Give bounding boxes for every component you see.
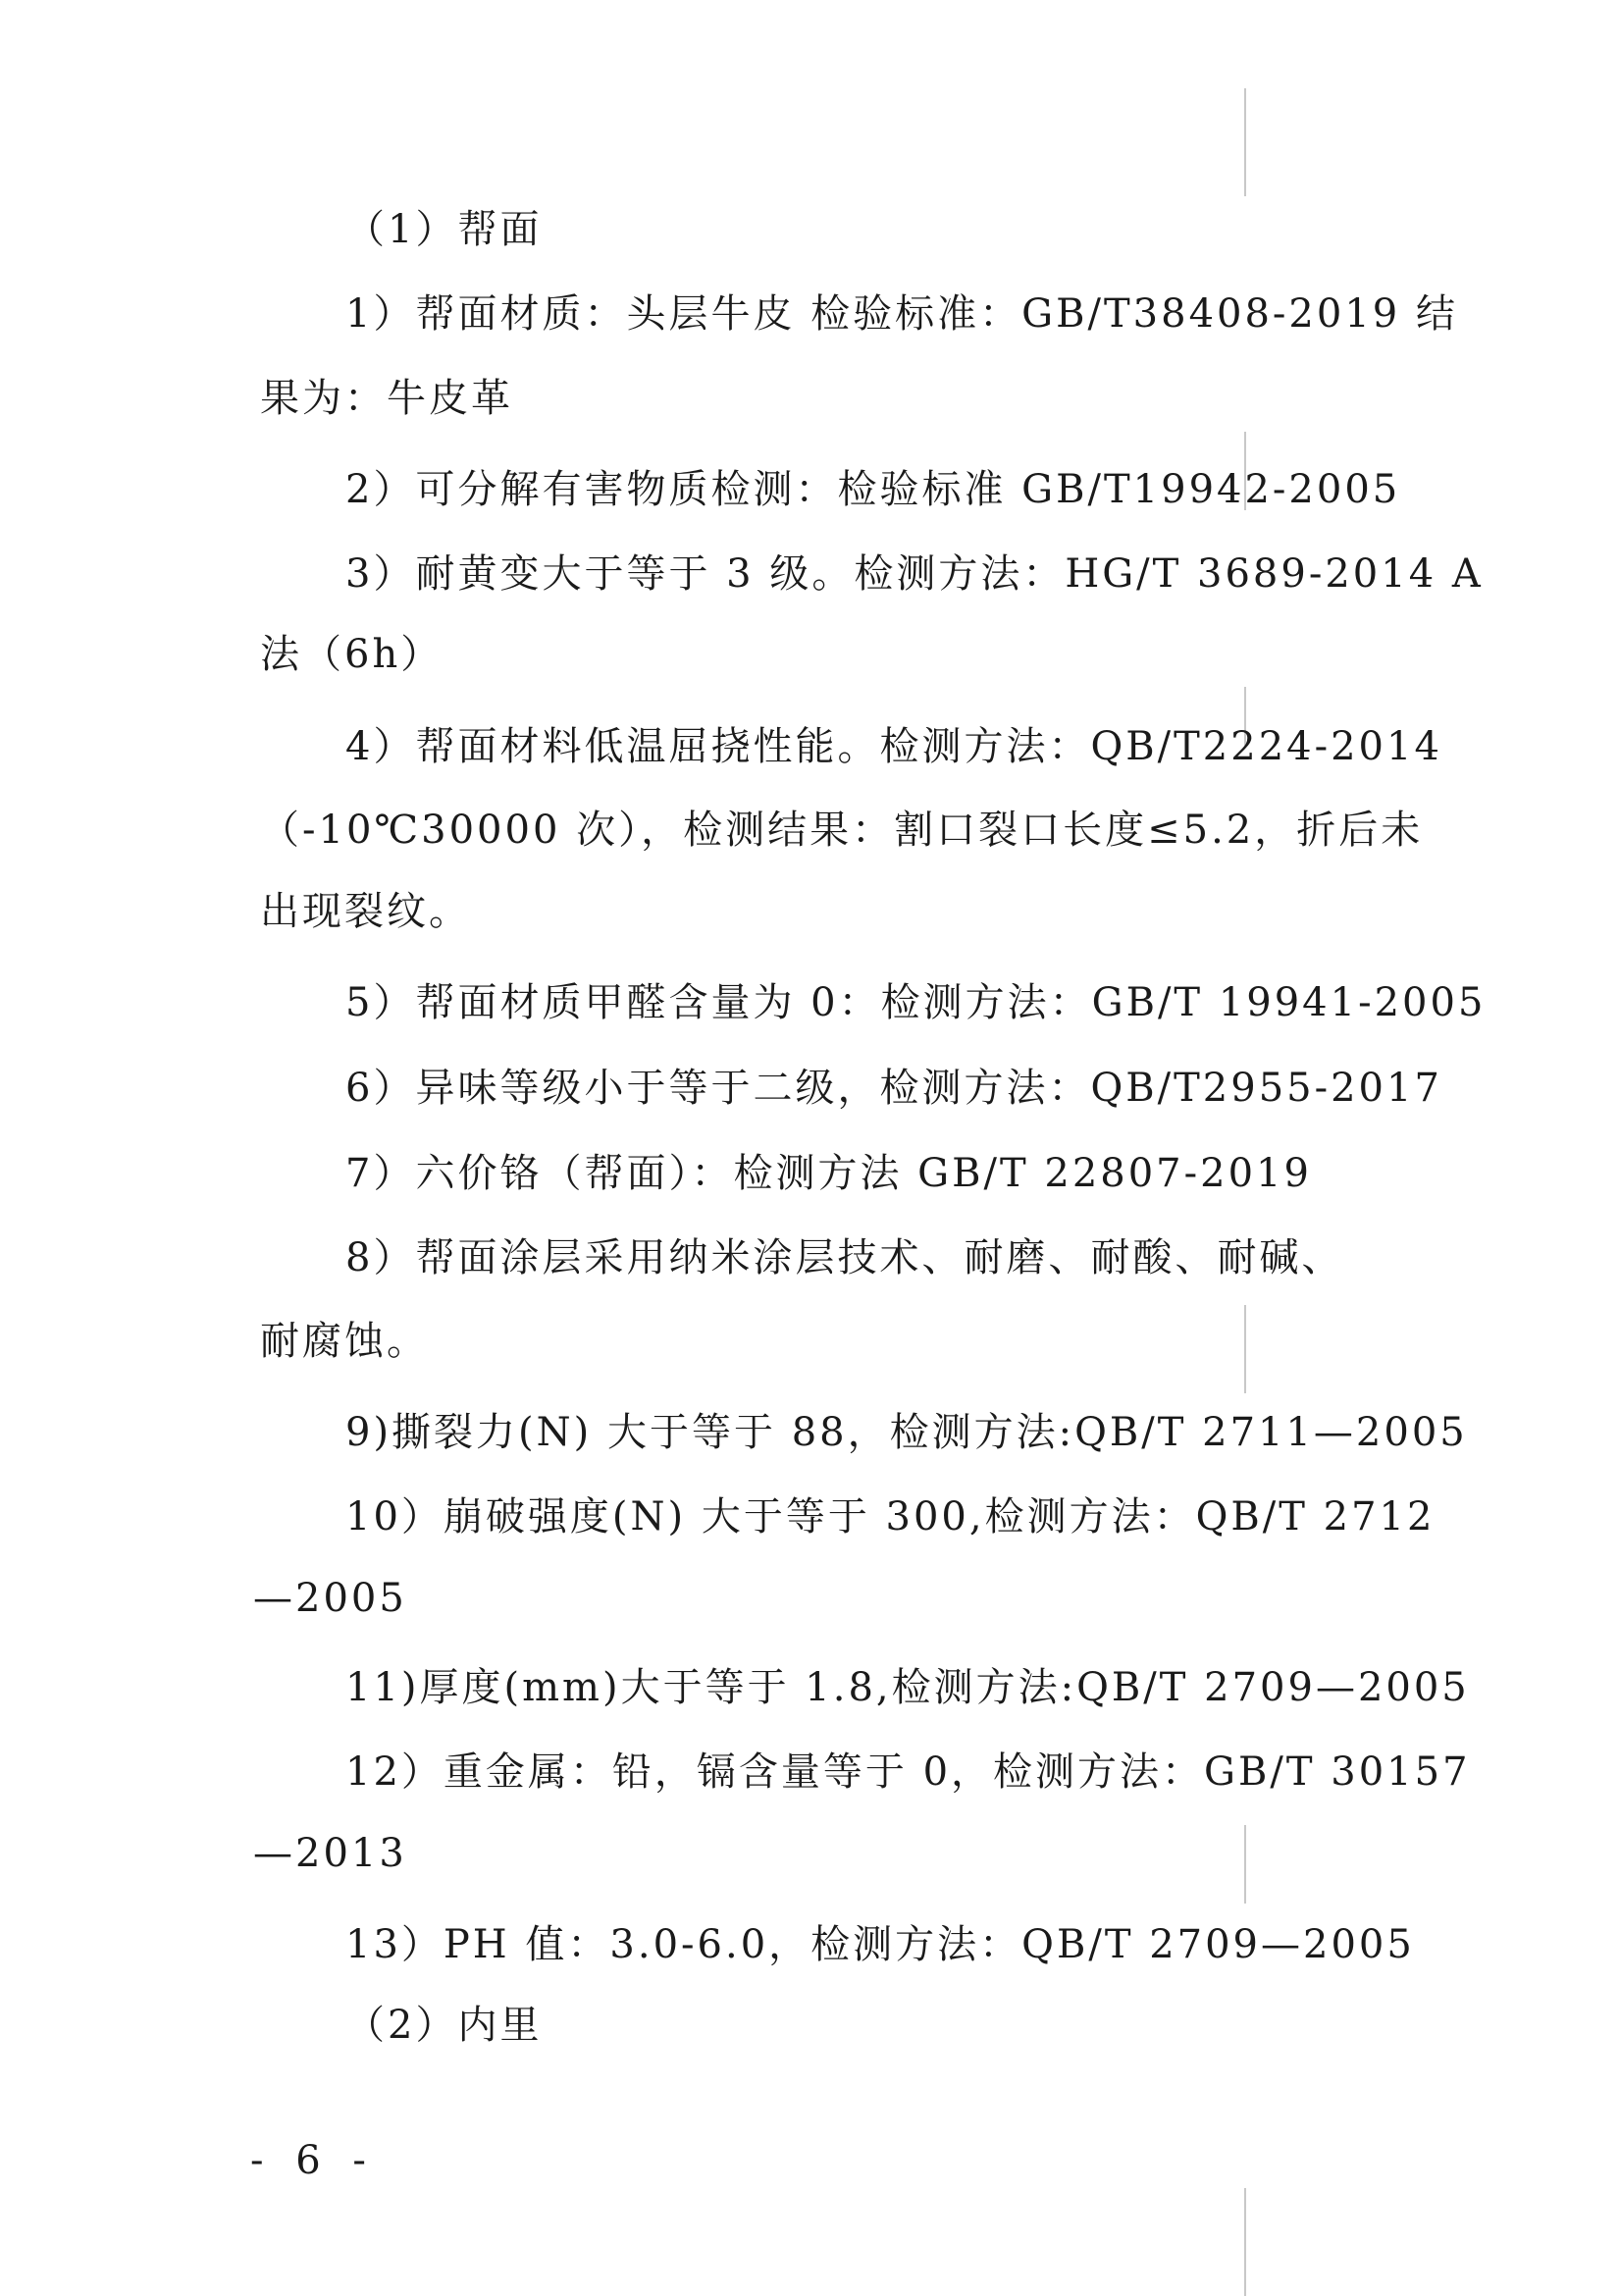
- scan-artifact-line: [1244, 1305, 1246, 1393]
- paragraph-line: 5）帮面材质甲醛含量为 0：检测方法：GB/T 19941-2005: [345, 980, 1487, 1025]
- paragraph-line: 3）耐黄变大于等于 3 级。检测方法：HG/T 3689-2014 A: [345, 551, 1484, 597]
- paragraph-line: 6）异味等级小于等于二级，检测方法：QB/T2955-2017: [345, 1066, 1442, 1111]
- paragraph-line: 2）可分解有害物质检测：检验标准 GB/T19942-2005: [345, 467, 1401, 512]
- paragraph-line: 果为：牛皮革: [260, 376, 513, 421]
- paragraph-line: （-10℃30000 次），检测结果：割口裂口长度≤5.2，折后未: [260, 808, 1424, 853]
- paragraph-line: 12）重金属：铅，镉含量等于 0，检测方法：GB/T 30157: [345, 1749, 1471, 1795]
- paragraph-line: 13）PH 值：3.0-6.0，检测方法：QB/T 2709—2005: [345, 1922, 1415, 1967]
- paragraph-line: 4）帮面材料低温屈挠性能。检测方法：QB/T2224-2014: [345, 724, 1442, 769]
- paragraph-line: —2005: [253, 1576, 407, 1621]
- paragraph-line: 10）崩破强度(N) 大于等于 300,检测方法：QB/T 2712: [345, 1494, 1436, 1539]
- page-number: - 6 -: [250, 2138, 376, 2183]
- paragraph-line: 9)撕裂力(N) 大于等于 88，检测方法:QB/T 2711—2005: [345, 1410, 1468, 1455]
- paragraph-line: 1）帮面材质：头层牛皮 检验标准：GB/T38408-2019 结: [345, 291, 1458, 337]
- section-heading-lining: （2）内里: [345, 2003, 543, 2048]
- paragraph-line: 出现裂纹。: [260, 889, 471, 934]
- paragraph-line: 7）六价铬（帮面）：检测方法 GB/T 22807-2019: [345, 1151, 1312, 1196]
- scan-artifact-line: [1244, 1825, 1246, 1904]
- scan-artifact-line: [1244, 88, 1246, 196]
- paragraph-line: 耐腐蚀。: [260, 1319, 429, 1364]
- paragraph-line: 8）帮面涂层采用纳米涂层技术、耐磨、耐酸、耐碱、: [345, 1235, 1344, 1280]
- scan-artifact-line: [1244, 2188, 1246, 2296]
- paragraph-line: 11)厚度(mm)大于等于 1.8,检测方法:QB/T 2709—2005: [345, 1665, 1470, 1710]
- paragraph-line: 法（6h）: [260, 632, 444, 677]
- section-heading-upper: （1）帮面: [345, 207, 543, 252]
- paragraph-line: —2013: [253, 1831, 407, 1876]
